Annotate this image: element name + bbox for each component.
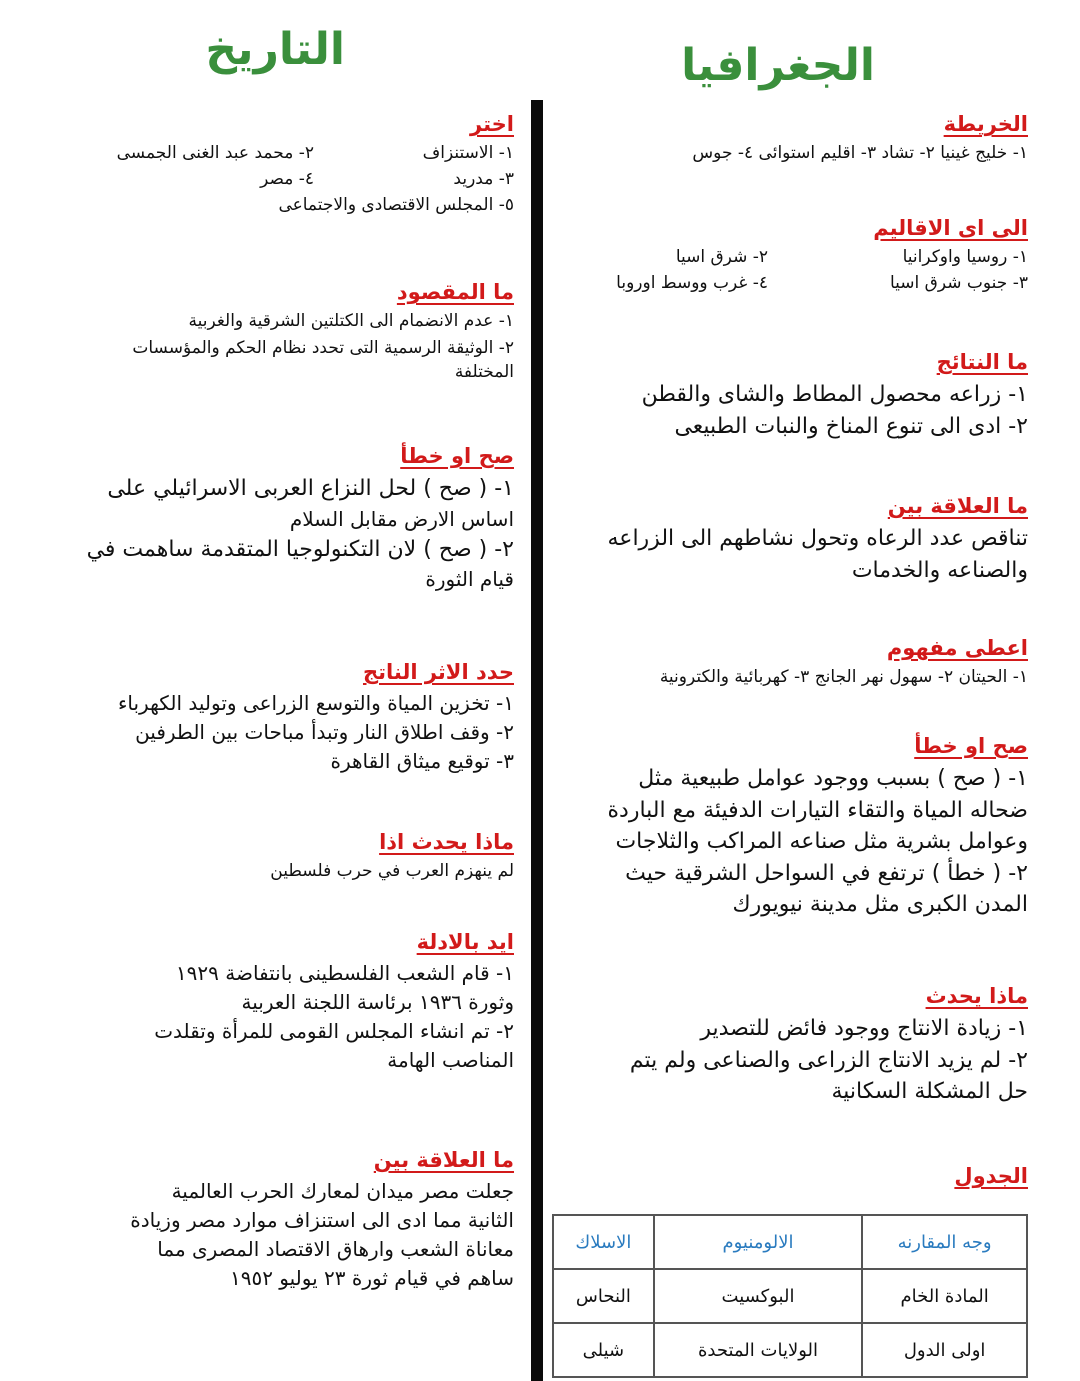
section-heading: الى اى الاقاليم — [873, 216, 1028, 240]
answer-line: وثورة ١٩٣٦ برئاسة اللجنة العربية — [241, 990, 514, 1015]
section-heading: حدد الاثر الناتج — [362, 660, 514, 684]
answer-row — [560, 273, 1028, 293]
answer-line: ١- خليج غينيا ٢- تشاد ٣- اقليم استوائى ٤- جوس — [692, 143, 1028, 164]
answer-line: ٢- ( صح ) لان التكنولوجيا المتقدمة ساهمت في — [86, 536, 514, 562]
answer-line: ١- ( صح ) لحل النزاع العربى الاسرائيلي على — [107, 476, 514, 502]
answer-line: ٥- المجلس الاقتصادى والاجتماعى — [278, 195, 514, 216]
section-heading: ما العلاقة بين — [373, 1148, 514, 1172]
answer-line: ٢- تم انشاء المجلس القومى للمرأة وتقلدت — [154, 1019, 514, 1044]
answer-line: ٢- وقف اطلاق النار وتبدأ مباحات بين الطرفين — [135, 720, 514, 745]
geo-section-regions — [560, 216, 1028, 293]
answer-line: لم ينهزم العرب في حرب فلسطين — [270, 861, 514, 882]
answer-line: ضحاله المياة والتقاء التيارات الدفيئة مع الباردة — [607, 797, 1028, 823]
geography-title: الجغرافيا — [681, 40, 875, 91]
answer-item: ١- الاستنزاف — [422, 143, 514, 164]
geo-section-relation — [560, 494, 1028, 584]
section-heading: ايد بالادلة — [416, 930, 514, 954]
answer-row — [44, 143, 514, 163]
answer-line: ٢- الوثيقة الرسمية التى تحدد نظام الحكم والمؤسسات — [132, 338, 514, 359]
answer-line: ٢- ادى الى تنوع المناخ والنبات الطبيعى — [674, 413, 1028, 439]
answer-line: ١- تخزين المياة والتوسع الزراعى وتوليد الكهرباء — [117, 691, 514, 716]
section-heading: ما النتائج — [936, 350, 1028, 374]
hist-section-relation — [44, 1148, 514, 1291]
hist-section-evidence — [44, 930, 514, 1073]
answer-line: المناصب الهامة — [387, 1048, 514, 1073]
answer-item: ٢- محمد عبد الغنى الجمسى — [116, 143, 314, 164]
answer-line: قيام الثورة — [425, 567, 514, 592]
hist-section-what-if — [44, 830, 514, 882]
table-header-cell: الالومنيوم — [654, 1215, 862, 1269]
comparison-table — [552, 1214, 1028, 1378]
answer-line: ١- الحيتان ٢- سهول نهر الجانج ٣- كهربائية والكترونية — [659, 667, 1028, 688]
section-heading: الخريطة — [943, 112, 1028, 136]
hist-section-effect — [44, 660, 514, 774]
geography-column — [560, 112, 1028, 1372]
answer-line: المختلفة — [454, 361, 514, 382]
answer-line: الثانية مما ادى الى استنزاف موارد مصر وزيادة — [130, 1208, 514, 1233]
section-heading: صح او خطأ — [914, 734, 1028, 758]
table-row — [553, 1269, 1027, 1323]
answer-line: معاناة الشعب وارهاق الاقتصاد المصرى مما — [157, 1237, 514, 1262]
answer-line: وعوامل بشرية مثل صناعه المراكب والثلاجات — [615, 829, 1028, 855]
history-title: التاريخ — [205, 24, 345, 75]
hist-section-true-false — [44, 444, 514, 592]
answer-line: جعلت مصر ميدان لمعارك الحرب العالمية — [171, 1179, 514, 1204]
section-heading: ماذا يحدث — [925, 984, 1028, 1008]
hist-section-meaning — [44, 280, 514, 383]
table-header-row — [553, 1215, 1027, 1269]
answer-item: ١- روسيا واوكرانيا — [902, 247, 1028, 268]
answer-item: ٣- جنوب شرق اسيا — [889, 273, 1028, 294]
history-column — [44, 112, 514, 1372]
answer-line: ٢- ( خطأ ) ترتفع في السواحل الشرقية حيث — [625, 860, 1028, 886]
geo-section-true-false — [560, 734, 1028, 919]
geo-section-concept — [560, 636, 1028, 688]
hist-section-choose — [44, 112, 514, 216]
answer-line: تناقص عدد الرعاه وتحول نشاطهم الى الزراعه — [607, 526, 1028, 552]
answer-row — [44, 169, 514, 189]
section-heading: ما العلاقة بين — [887, 494, 1028, 518]
table-cell: البوكسيت — [654, 1269, 862, 1323]
table-cell: المادة الخام — [862, 1269, 1027, 1323]
geo-section-what-happens — [560, 984, 1028, 1106]
answer-item: ٤- مصر — [260, 169, 314, 190]
answer-line: ١- ( صح ) بسبب ووجود عوامل طبيعية مثل — [638, 766, 1028, 792]
answer-line: ساهم في قيام ثورة ٢٣ يوليو ١٩٥٢ — [229, 1266, 514, 1291]
answer-line: ١- زيادة الانتاج ووجود فائض للتصدير — [700, 1016, 1028, 1042]
table-cell: شيلى — [553, 1323, 654, 1377]
table-cell: اولى الدول — [862, 1323, 1027, 1377]
table-row — [553, 1323, 1027, 1377]
section-heading: اعطى مفهوم — [886, 636, 1028, 660]
section-heading: اختر — [470, 112, 514, 136]
section-heading: ما المقصود — [396, 280, 514, 304]
answer-line: ٢- لم يزيد الانتاج الزراعى والصناعى ولم يتم — [629, 1047, 1028, 1073]
answer-item: ٣- مدريد — [453, 169, 514, 190]
answer-row — [560, 247, 1028, 267]
geo-section-table — [560, 1164, 1028, 1189]
table-header-cell: وجه المقارنه — [862, 1215, 1027, 1269]
answer-line: ١- زراعه محصول المطاط والشاى والقطن — [641, 382, 1028, 408]
answer-line: ٣- توقيع ميثاق القاهرة — [330, 749, 514, 774]
geo-section-results — [560, 350, 1028, 440]
table-cell: النحاس — [553, 1269, 654, 1323]
section-heading: ماذا يحدث اذا — [379, 830, 514, 854]
column-divider — [531, 100, 543, 1381]
answer-line: المدن الكبرى مثل مدينة نيويورك — [732, 892, 1028, 918]
answer-item: ٢- شرق اسيا — [675, 247, 768, 268]
section-heading: صح او خطأ — [400, 444, 514, 468]
answer-line: والصناعه والخدمات — [851, 557, 1028, 583]
answer-line: ١- عدم الانضمام الى الكتلتين الشرقية والغربية — [188, 311, 514, 332]
geo-section-map — [692, 112, 1028, 164]
table-cell: الولايات المتحدة — [654, 1323, 862, 1377]
table-header-cell: الاسلاك — [553, 1215, 654, 1269]
answer-item: ٤- غرب ووسط اوروبا — [616, 273, 768, 294]
section-heading: الجدول — [954, 1164, 1028, 1188]
answer-line: ١- قام الشعب الفلسطينى بانتفاضة ١٩٢٩ — [175, 961, 514, 986]
answer-line: اساس الارض مقابل السلام — [289, 506, 514, 531]
answer-line: حل المشكلة السكانية — [831, 1079, 1028, 1105]
